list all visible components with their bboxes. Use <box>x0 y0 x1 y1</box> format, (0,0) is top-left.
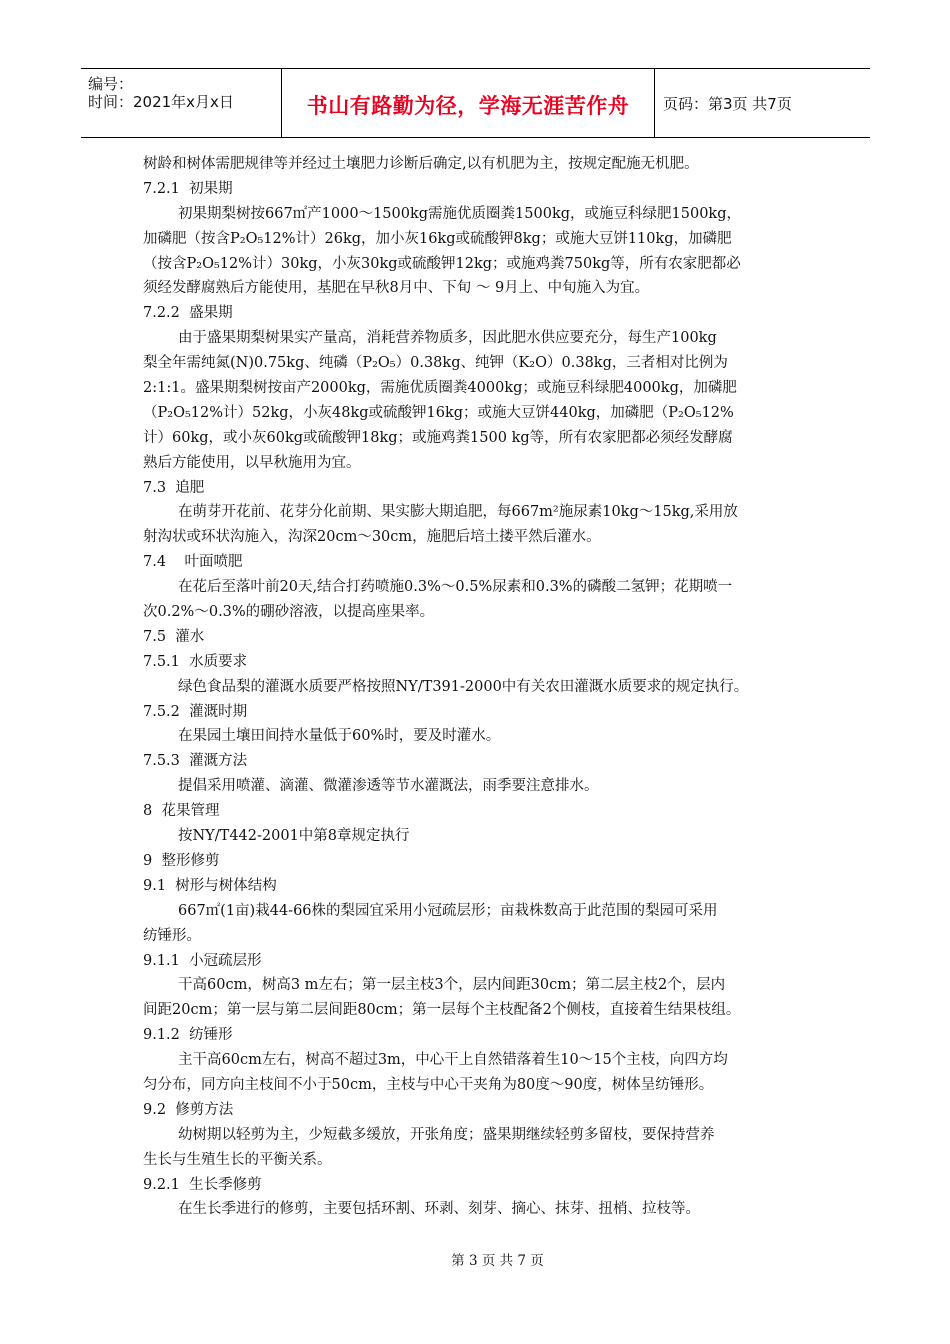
paragraph-line: 在花后至落叶前20天,结合打药喷施0.3%～0.5%尿素和0.3%的磷酸二氢钾；花期喷一 <box>178 579 733 596</box>
paragraph-line: 干高60cm，树高3 m左右；第一层主枝3个，层内间距30cm；第二层主枝2个，层内 <box>178 977 726 994</box>
paragraph-line: 绿色食品梨的灌溉水质要严格按照NY/T391-2000中有关农田灌溉水质要求的规定执行。 <box>178 678 749 695</box>
doc-code-label: 编号： <box>88 75 134 93</box>
section-heading: 7.5.3 灌溉方法 <box>143 753 248 770</box>
header-page-number: 页码：第3页 共7页 <box>663 95 792 113</box>
paragraph-line: 匀分布，同方向主枝间不小于50cm，主枝与中心干夹角为80度～90度，树体呈纺锤形。 <box>143 1076 714 1093</box>
section-heading: 7.5.1 水质要求 <box>143 653 248 670</box>
paragraph-line: 间距20cm；第一层与第二层间距80cm；第一层每个主枝配备2个侧枝，直接着生结果枝组。 <box>143 1002 741 1019</box>
paragraph-line: 生长与生殖生长的平衡关系。 <box>143 1151 332 1168</box>
section-heading: 9 整形修剪 <box>143 852 220 869</box>
paragraph-line: 纺锤形。 <box>143 927 201 944</box>
section-heading: 9.1.1 小冠疏层形 <box>143 952 262 969</box>
paragraph-line: 须经发酵腐熟后方能使用，基肥在早秋8月中、下旬 ～ 9月上、中旬施入为宜。 <box>143 280 650 297</box>
paragraph-line: 梨全年需纯氮(N)0.75kg、纯磷（P₂O₅）0.38kg、纯钾（K₂O）0.38kg，三者相对比例为 <box>143 355 728 372</box>
paragraph-line: （按含P₂O₅12%计）30kg，小灰30kg或硫酸钾12kg；或施鸡粪750kg等，所有农家肥都必 <box>143 255 741 272</box>
paragraph-line: 树龄和树体需肥规律等并经过土壤肥力诊断后确定,以有机肥为主，按规定配施无机肥。 <box>143 156 699 172</box>
paragraph-line: 在萌芽开花前、花芽分化前期、果实膨大期追肥，每667m²施尿素10kg～15kg,采用放 <box>178 504 738 521</box>
page-header <box>81 68 870 138</box>
paragraph-line: 按NY/T442-2001中第8章规定执行 <box>178 828 410 845</box>
paragraph-line: 在生长季进行的修剪，主要包括环割、环剥、刻芽、摘心、抹芽、扭梢、拉枝等。 <box>178 1201 700 1218</box>
section-heading: 7.3 追肥 <box>143 479 205 496</box>
paragraph-line: 初果期梨树按667㎡产1000～1500kg需施优质圈粪1500kg，或施豆科绿肥1500kg， <box>178 205 741 222</box>
header-motto: 书山有路勤为径，学海无涯苦作舟 <box>306 94 630 118</box>
paragraph-line: 667㎡(1亩)栽44-66株的梨园宜采用小冠疏层形；亩栽株数高于此范围的梨园可采用 <box>178 902 718 919</box>
footer-page-number: 第 3 页 共 7 页 <box>451 1253 544 1269</box>
paragraph-line: 熟后方能使用，以早秋施用为宜。 <box>143 454 361 471</box>
doc-time-label: 时间：2021年x月x日 <box>88 93 234 111</box>
section-heading: 7.2.1 初果期 <box>143 180 233 197</box>
page-footer <box>0 1249 950 1269</box>
paragraph-line: 主干高60cm左右，树高不超过3m，中心干上自然错落着生10～15个主枝，向四方均 <box>178 1052 728 1069</box>
section-heading: 9.1.2 纺锤形 <box>143 1027 233 1044</box>
section-heading: 7.5 灌水 <box>143 628 205 645</box>
section-heading: 7.2.2 盛果期 <box>143 305 233 322</box>
header-left-cell <box>81 69 282 137</box>
paragraph-line: 由于盛果期梨树果实产量高，消耗营养物质多，因此肥水供应要充分，每生产100kg <box>178 330 717 347</box>
section-heading: 9.2 修剪方法 <box>143 1101 234 1118</box>
paragraph-line: 射沟状或环状沟施入，沟深20cm～30cm，施肥后培土搂平然后灌水。 <box>143 529 601 546</box>
section-heading: 7.4 叶面喷肥 <box>143 554 243 571</box>
section-heading: 9.1 树形与树体结构 <box>143 877 277 894</box>
section-heading: 9.2.1 生长季修剪 <box>143 1176 262 1193</box>
paragraph-line: 提倡采用喷灌、滴灌、微灌渗透等节水灌溉法，雨季要注意排水。 <box>178 778 599 795</box>
paragraph-line: （P₂O₅12%计）52kg，小灰48kg或硫酸钾16kg；或施大豆饼440kg，加磷肥（P₂O₅12% <box>143 404 734 421</box>
paragraph-line: 在果园土壤田间持水量低于60%时，要及时灌水。 <box>178 728 501 745</box>
paragraph-line: 幼树期以轻剪为主，少短截多缓放，开张角度；盛果期继续轻剪多留枝，要保持营养 <box>178 1126 715 1143</box>
paragraph-line: 2:1:1。盛果期梨树按亩产2000kg，需施优质圈粪4000kg；或施豆科绿肥4000kg，加磷肥 <box>143 380 737 397</box>
paragraph-line: 次0.2%～0.3%的硼砂溶液，以提高座果率。 <box>143 604 435 621</box>
section-heading: 7.5.2 灌溉时期 <box>143 703 248 720</box>
paragraph-line: 计）60kg，或小灰60kg或硫酸钾18kg；或施鸡粪1500 kg等，所有农家肥都必须经发酵腐 <box>143 429 733 446</box>
header-right-cell <box>655 69 870 137</box>
section-heading: 8 花果管理 <box>143 803 220 820</box>
paragraph-line: 加磷肥（按含P₂O₅12%计）26kg，加小灰16kg或硫酸钾8kg；或施大豆饼110kg，加磷肥 <box>143 230 732 247</box>
document-body <box>143 152 823 1222</box>
header-motto-cell <box>282 69 655 137</box>
